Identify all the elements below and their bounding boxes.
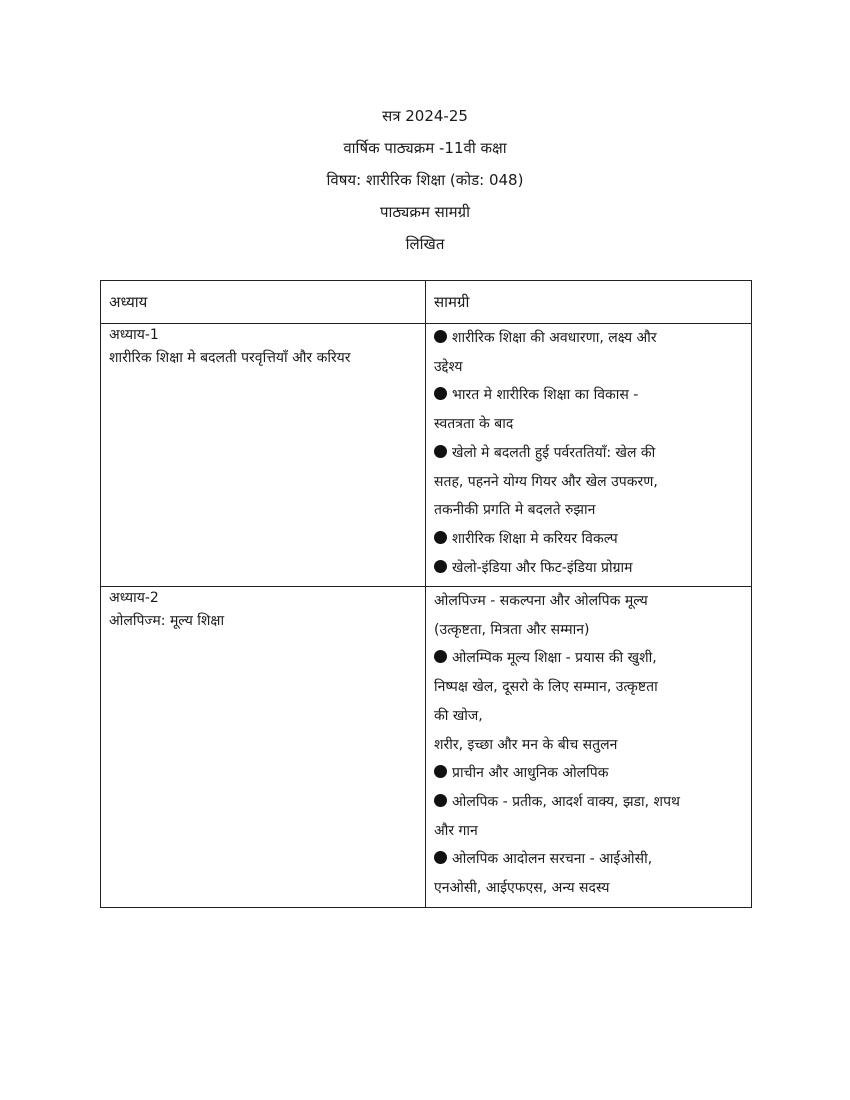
content-line	[434, 759, 743, 788]
content-text: शारीरिक शिक्षा की अवधारणा, लक्ष्य और	[452, 330, 657, 346]
content-line	[434, 845, 743, 874]
syllabus-table	[100, 280, 752, 908]
content-line	[434, 410, 743, 439]
unit-number: अध्याय-2	[109, 590, 159, 606]
content-line	[434, 496, 743, 525]
unit-cell	[101, 587, 426, 908]
table-row	[101, 587, 752, 908]
table-header-row	[101, 281, 752, 324]
course-line: वार्षिक पाठ्यक्रम -11वी कक्षा	[343, 139, 507, 157]
content-line	[434, 381, 743, 410]
content-text: शारीरिक शिक्षा मे करियर विकल्प	[452, 530, 618, 547]
mode-line: लिखित	[405, 235, 445, 253]
content-line	[434, 788, 743, 817]
content-text: सतह, पहनने योग्य गियर और खेल उपकरण,	[434, 473, 658, 490]
content-text: ओलपिक - प्रतीक, आदर्श वाक्य, झडा, शपथ	[452, 793, 680, 810]
content-text: भारत मे शारीरिक शिक्षा का विकास -	[452, 387, 639, 404]
content-line	[434, 731, 743, 760]
content-text: ओलपिज्म - सकल्पना और ओलपिक मूल्य	[434, 593, 648, 609]
bullet-icon	[434, 445, 447, 458]
content-text: और गान	[434, 822, 478, 839]
content-line	[434, 439, 743, 468]
bullet-icon	[434, 765, 447, 778]
content-text: एनओसी, आईएफएस, अन्य सदस्य	[434, 880, 610, 897]
content-text: ओलपिक आदोलन सरचना - आईओसी,	[452, 851, 653, 868]
content-cell	[426, 587, 752, 908]
content-text: तकनीकी प्रगति मे बदलते रुझान	[434, 502, 596, 519]
content-text: खेलो मे बदलती हुई पर्वरततियाँ: खेल की	[452, 444, 656, 461]
unit-cell	[101, 324, 426, 587]
bullet-icon	[434, 531, 447, 544]
content-text: शरीर, इच्छा और मन के बीच सतुलन	[434, 736, 618, 753]
column-header-content: सामग्री	[426, 281, 752, 324]
document-header	[0, 100, 850, 260]
content-line	[434, 554, 743, 583]
bullet-icon	[434, 387, 447, 400]
content-text: निष्पक्ष खेल, दूसरो के लिए सम्मान, उत्कृष्टता	[434, 679, 658, 696]
content-line	[434, 468, 743, 497]
content-text: खेलो-इंडिया और फिट-इंडिया प्रोग्राम	[452, 559, 633, 576]
content-line	[434, 644, 743, 673]
table-row	[101, 324, 752, 587]
bullet-icon	[434, 794, 447, 807]
content-text: (उत्कृष्टता, मित्रता और सम्मान)	[434, 621, 590, 638]
session-line: सत्र 2024-25	[382, 107, 468, 125]
unit-number: अध्याय-1	[109, 327, 159, 343]
unit-title: शारीरिक शिक्षा मे बदलती परवृत्तियाँ और करियर	[109, 350, 351, 366]
bullet-icon	[434, 330, 447, 343]
content-line	[434, 353, 743, 382]
content-line	[434, 324, 743, 353]
content-line	[434, 702, 743, 731]
content-cell	[426, 324, 752, 587]
column-header-unit: अध्याय	[101, 281, 426, 324]
bullet-icon	[434, 560, 447, 573]
content-line	[434, 525, 743, 554]
content-text: उद्देश्य	[434, 358, 463, 375]
content-line	[434, 874, 743, 903]
content-text: की खोज,	[434, 707, 483, 724]
material-line: पाठ्यक्रम सामग्री	[380, 203, 470, 221]
content-text: ओलम्पिक मूल्य शिक्षा - प्रयास की खुशी,	[452, 650, 657, 667]
unit-title: ओलपिज्म: मूल्य शिक्षा	[109, 613, 225, 629]
content-text: स्वतत्रता के बाद	[434, 416, 514, 433]
subject-line: विषय: शारीरिक शिक्षा (कोड: 048)	[326, 171, 524, 189]
content-text: प्राचीन और आधुनिक ओलपिक	[452, 765, 609, 782]
bullet-icon	[434, 650, 447, 663]
content-line	[434, 616, 743, 645]
content-line	[434, 587, 743, 616]
content-line	[434, 673, 743, 702]
bullet-icon	[434, 851, 447, 864]
content-line	[434, 817, 743, 846]
